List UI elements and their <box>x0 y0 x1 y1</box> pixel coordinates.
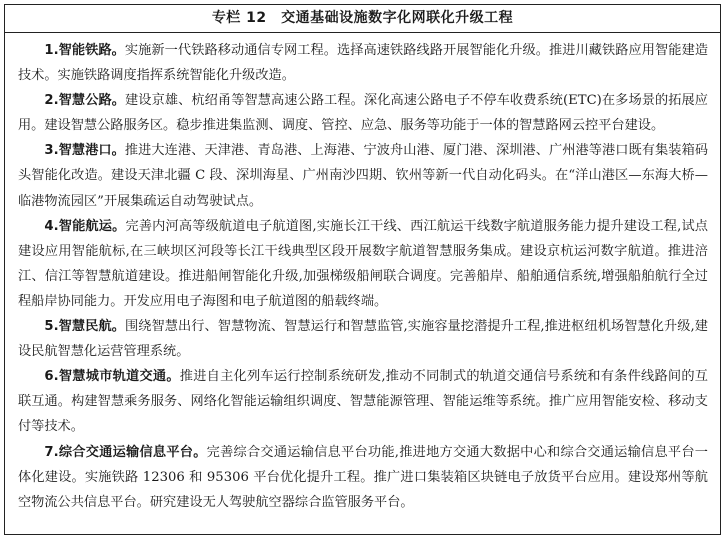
list-item <box>18 314 708 364</box>
box-title: 专栏 12 交通基础设施数字化网联化升级工程 <box>5 5 720 33</box>
item-heading: 3.智慧港口。 <box>44 143 125 159</box>
item-text: 完善综合交通运输信息平台功能,推进地方交通大数据中心和综合交通运输信息平台一体化建设。实施铁路 12306 和 95306 平台优化提升工程。推广进口集装箱区块链电子放货平台应用。建设郑州等航空物流公共信息平台。研究建设无人驾驶航空器综合监管服务平台。 <box>18 444 708 510</box>
item-heading: 2.智慧公路。 <box>44 93 126 109</box>
box-body <box>5 33 720 515</box>
item-heading: 1.智能铁路。 <box>44 43 125 58</box>
item-heading: 4.智能航运。 <box>44 218 126 234</box>
item-heading: 5.智慧民航。 <box>44 319 125 335</box>
item-text: 建设京雄、杭绍甬等智慧高速公路工程。深化高速公路电子不停车收费系统(ETC)在多场景的拓展应用。建设智慧公路服务区。稳步推进集监测、调度、管控、应急、服务等功能于一体的智慧路网云控平台建设。 <box>18 93 708 134</box>
item-text: 围绕智慧出行、智慧物流、智慧运行和智慧监管,实施容量挖潜提升工程,推进枢纽机场智慧化升级,建设民航智慧化运营管理系统。 <box>18 319 708 360</box>
list-item <box>18 214 708 314</box>
item-text: 推进自主化列车运行控制系统研发,推动不同制式的轨道交通信号系统和有条件线路间的互联互通。构建智慧乘务服务、网络化智能运输组织调度、智慧能源管理、智能运维等系统。推广应用智能安检、移动支付等技术。 <box>18 369 708 435</box>
list-item <box>18 88 708 138</box>
list-item <box>18 138 708 213</box>
item-text: 推进大连港、天津港、青岛港、上海港、宁波舟山港、厦门港、深圳港、广州港等港口既有集装箱码头智能化改造。建设天津北疆 C 段、深圳海星、广州南沙四期、钦州等新一代自动化码头。在“洋山港区—东海大桥—临港物流园区”开展集疏运自动驾驶试点。 <box>18 143 709 209</box>
item-text: 实施新一代铁路移动通信专网工程。选择高速铁路线路开展智能化升级。推进川藏铁路应用智能建造技术。实施铁路调度指挥系统智能化升级改造。 <box>18 43 709 84</box>
item-heading: 7.综合交通运输信息平台。 <box>44 444 207 460</box>
list-item <box>18 364 708 439</box>
list-item <box>18 38 708 88</box>
column-box <box>4 4 721 535</box>
item-heading: 6.智慧城市轨道交通。 <box>44 369 180 385</box>
list-item <box>18 440 708 515</box>
item-text: 完善内河高等级航道电子航道图,实施长江干线、西江航运干线数字航道服务能力提升建设工程,试点建设应用智能航标,在三峡坝区河段等长江干线典型区段开展数字航道智慧服务集成。建设京杭运河数字航道。推进涪江、信江等智慧航道建设。推进船闸智能化升级,加强梯级船闸联合调度。完善船岸、船舶通信系统,增强船舶航行全过程船岸协同能力。开发应用电子海图和电子航道图的船载终端。 <box>18 218 708 309</box>
